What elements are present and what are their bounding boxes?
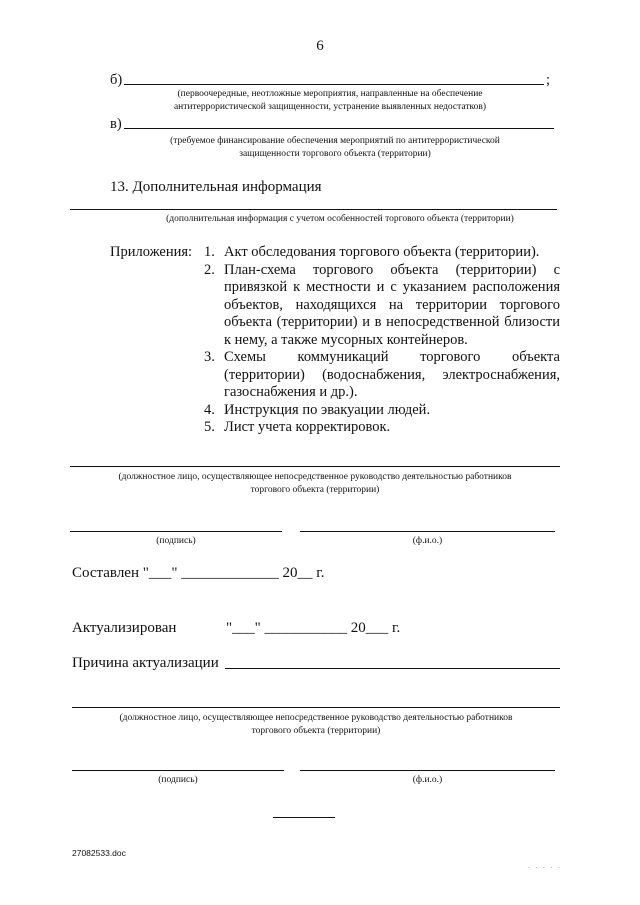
section-v-caption-line1: (требуемое финансирование обеспечения мероприятий по антитеррористической	[170, 136, 500, 146]
section-b-caption-line2: антитеррористической защищенности, устранение выявленных недостатков)	[173, 102, 487, 112]
section-v-caption	[110, 135, 560, 161]
attachment-number: 5.	[204, 419, 215, 435]
attachment-item	[204, 244, 560, 262]
signature2-caption-line1: (должностное лицо, осуществляющее непосредственное руководство деятельностью работников	[119, 713, 513, 723]
signature2-sign-line	[72, 770, 284, 771]
signature1-name-caption: (ф.и.о.)	[412, 536, 443, 546]
attachment-number: 4.	[204, 401, 215, 418]
compiled-date: Составлен "___" _____________ 20__ г.	[72, 565, 325, 581]
section-v-caption-line2: защищенности торгового объекта (территории)	[239, 149, 431, 159]
attachment-item	[204, 262, 560, 350]
signature2-position-line	[72, 707, 560, 708]
signature2-position-caption	[72, 712, 560, 738]
section-13-line	[70, 209, 557, 210]
attachment-number: 1.	[204, 244, 215, 260]
attachment-number: 3.	[204, 349, 215, 365]
section-b-label: б)	[110, 72, 123, 88]
closing-rule	[273, 817, 335, 818]
footer-filename: 27082533.doc	[72, 848, 126, 858]
signature2-name-caption: (ф.и.о.)	[412, 775, 443, 785]
attachment-text: Акт обследования торгового объекта (территории).	[224, 244, 540, 260]
updated-label: Актуализирован	[72, 620, 177, 636]
attachments-list	[204, 244, 560, 437]
section-13-caption: (дополнительная информация с учетом особенностей торгового объекта (территории)	[166, 214, 514, 224]
section-b-caption-line1: (первоочередные, неотложные мероприятия, направленные на обеспечение	[177, 89, 483, 99]
reason-line	[225, 668, 560, 669]
updated-date: "___" ___________ 20___ г.	[226, 620, 401, 636]
attachment-text: План-схема торгового объекта (территории) с привязкой к местности и с указанием расположения объектов, находящихся на территории торгового объекта (территории) и в непосредственной близости к нему, а также мусорных контейнеров.	[224, 261, 560, 348]
section-v-label: в)	[110, 116, 122, 132]
signature1-sign-caption: (подпись)	[156, 536, 196, 546]
reason-label: Причина актуализации	[72, 655, 219, 671]
section-b-caption	[110, 88, 550, 114]
signature1-name-line	[300, 531, 555, 532]
signature2-sign-caption: (подпись)	[158, 775, 198, 785]
signature2-name-line	[300, 770, 555, 771]
section-v-line	[124, 128, 554, 129]
attachment-item	[204, 402, 560, 420]
signature1-caption-line1: (должностное лицо, осуществляющее непосредственное руководство деятельностью работников	[118, 472, 512, 482]
signature1-sign-line	[70, 531, 282, 532]
signature1-caption-line2: торгового объекта (территории)	[250, 485, 380, 495]
signature1-position-line	[70, 466, 560, 467]
attachment-item	[204, 349, 560, 402]
signature1-position-caption	[70, 471, 560, 497]
attachment-text: Инструкция по эвакуации людей.	[224, 401, 431, 418]
footer-marks: . . . . .	[528, 862, 562, 870]
section-13-title: 13. Дополнительная информация	[110, 179, 322, 195]
attachments-label: Приложения:	[110, 244, 193, 260]
attachment-text: Схемы коммуникаций торгового объекта (территории) (водоснабжения, электроснабжения, газоснабжения и др.).	[224, 349, 560, 400]
signature2-caption-line2: торгового объекта (территории)	[251, 726, 381, 736]
attachment-number: 2.	[204, 261, 215, 278]
section-b-end-mark: ;	[546, 72, 551, 88]
section-b-line	[124, 84, 544, 85]
attachment-item	[204, 419, 560, 437]
page-number: 6	[316, 38, 324, 54]
attachment-text: Лист учета корректировок.	[224, 419, 391, 435]
